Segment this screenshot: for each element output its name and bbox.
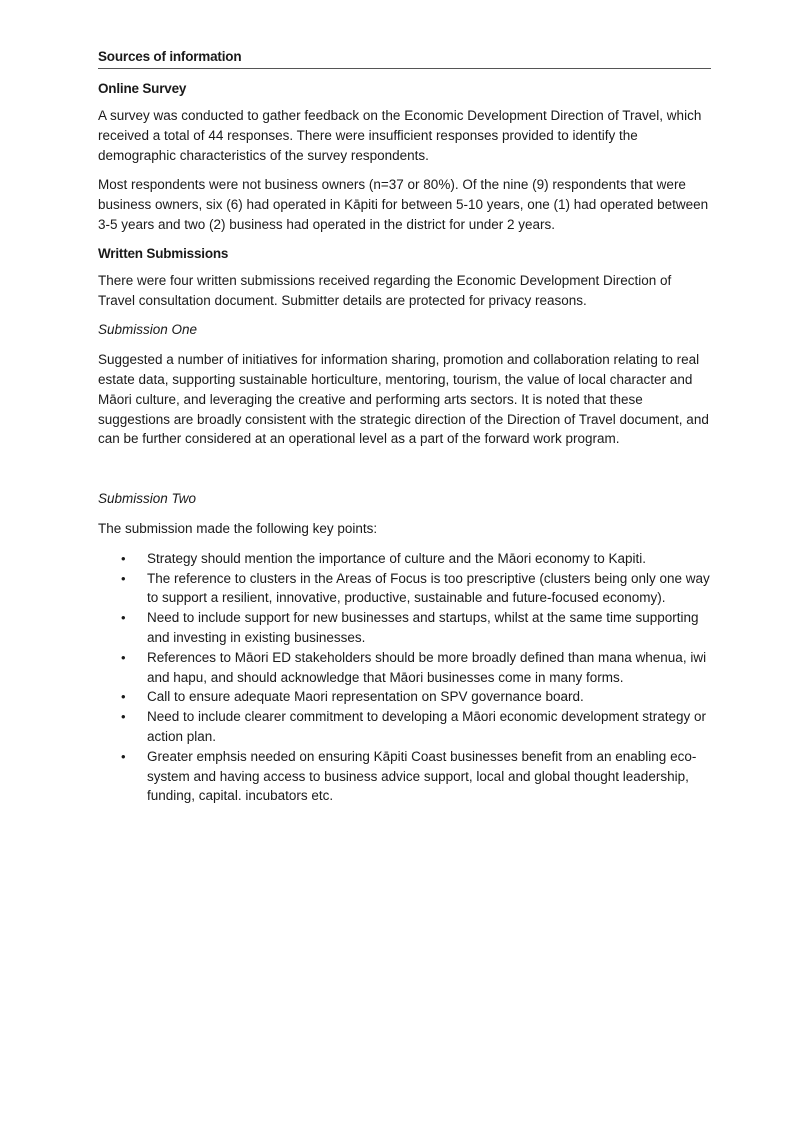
list-item-text: References to Māori ED stakeholders should be more broadly defined than mana whenua, iwi and hapu, and should acknowledge that Māori businesses come in many forms. [147, 649, 707, 685]
written-submissions-intro: There were four written submissions received regarding the Economic Development Direction of Travel consultation document. Submitter details are protected for privacy reasons. [98, 272, 672, 308]
written-submissions-heading: Written Submissions [98, 245, 229, 261]
list-item [98, 608, 711, 648]
submission-one-text: Suggested a number of initiatives for information sharing, promotion and collaboration relating to real estate data, supporting sustainable horticulture, mentoring, tourism, the value of local character and Māori culture, and leveraging the creative and performing arts sectors. It is noted that these suggestions are broadly consistent with the strategic direction of the Direction of Travel document, and can be further considered at an operational level as a part of the forward work program. [98, 352, 709, 447]
list-item [98, 549, 711, 569]
key-points-list [98, 549, 711, 806]
list-item-text: Strategy should mention the importance of culture and the Māori economy to Kapiti. [147, 550, 647, 566]
online-survey-paragraph-2: Most respondents were not business owners (n=37 or 80%). Of the nine (9) respondents that were business owners, six (6) had operated in Kāpiti for between 5-10 years, one (1) had operated between 3-5 years and two (2) business had operated in the district for under 2 years. [98, 177, 709, 232]
list-item-text: Greater emphsis needed on ensuring Kāpiti Coast businesses benefit from an enabling eco-system and having access to business advice support, local and global thought leadership, funding, capital. incubators etc. [147, 748, 697, 804]
bullet-icon: • [121, 550, 126, 566]
list-item-text: Call to ensure adequate Maori representation on SPV governance board. [147, 689, 584, 705]
section-title: Sources of information [98, 48, 711, 69]
list-item [98, 569, 711, 609]
list-item [98, 648, 711, 688]
list-item [98, 747, 711, 806]
online-survey-heading: Online Survey [98, 81, 187, 96]
submission-two-title: Submission Two [98, 491, 197, 507]
bullet-icon: • [121, 748, 126, 764]
list-item-text: Need to include support for new businesses and startups, whilst at the same time supporting and investing in existing businesses. [147, 610, 699, 645]
bullet-icon: • [121, 570, 126, 586]
bullet-icon: • [121, 610, 126, 626]
list-item [98, 687, 711, 707]
submission-two-intro: The submission made the following key points: [98, 520, 378, 536]
submission-one-title: Submission One [98, 322, 198, 338]
blank-line [98, 459, 711, 489]
online-survey-paragraph-1: A survey was conducted to gather feedback on the Economic Development Direction of Travel, which received a total of 44 responses. There were insufficient responses provided to identify the demographic characteristics of the survey respondents. [98, 108, 702, 163]
bullet-icon: • [121, 689, 126, 705]
list-item-text: The reference to clusters in the Areas of Focus is too prescriptive (clusters being only one way to support a resilient, innovative, productive, sustainable and future-focused economy). [147, 570, 710, 606]
list-item [98, 707, 711, 747]
bullet-icon: • [121, 709, 126, 725]
document-page [98, 48, 711, 806]
list-item-text: Need to include clearer commitment to developing a Māori economic development strategy or action plan. [147, 709, 707, 744]
bullet-icon: • [121, 649, 126, 665]
